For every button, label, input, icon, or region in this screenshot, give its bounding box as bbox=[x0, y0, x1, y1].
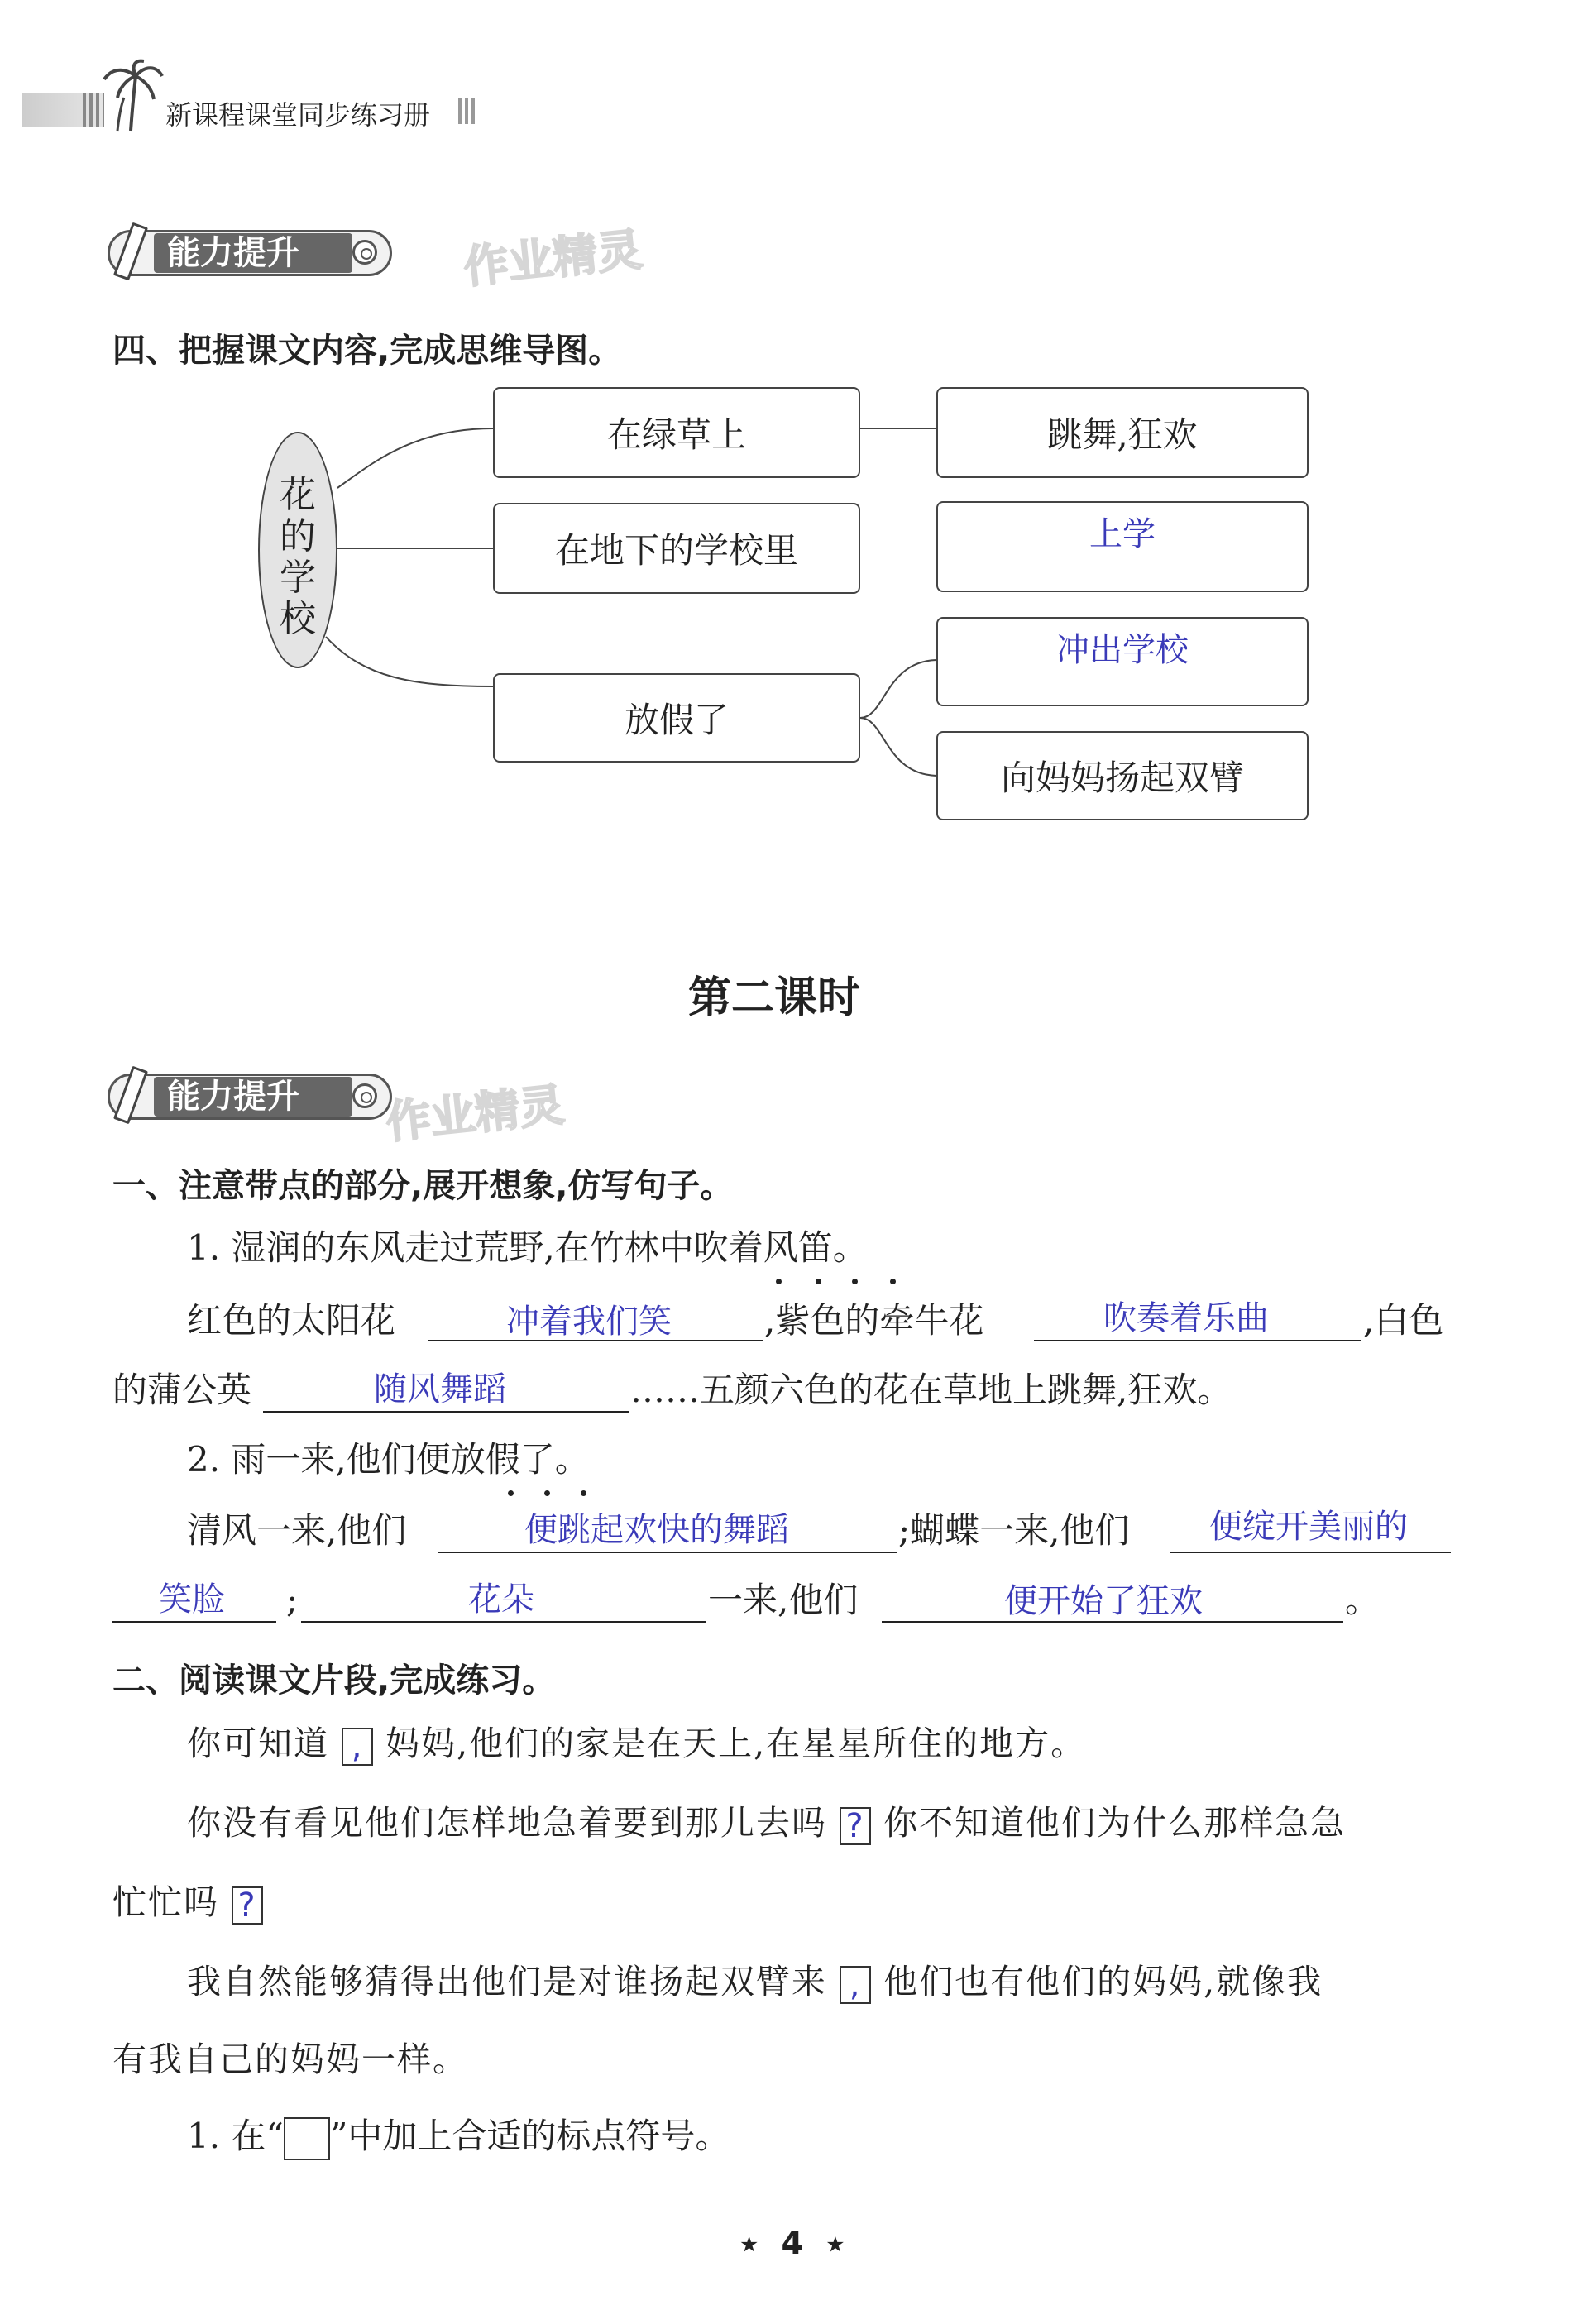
answer-blank bbox=[1034, 1340, 1361, 1341]
sentence-text: 的蒲公英 bbox=[112, 1370, 252, 1410]
emphasis-dot bbox=[544, 1490, 550, 1496]
book-title: 新课程课堂同步练习册 bbox=[165, 99, 431, 131]
passage-line: 你没有看见他们怎样地急着要到那儿去吗 ? 你不知道他们为什么那样急急 bbox=[187, 1803, 1347, 1845]
star-icon: ★ bbox=[739, 2232, 759, 2258]
handwritten-answer: 笑脸 bbox=[159, 1580, 225, 1619]
handwritten-answer: 便绽开美丽的 bbox=[1209, 1508, 1408, 1546]
emphasis-dot bbox=[776, 1279, 782, 1284]
answer-blank bbox=[438, 1552, 897, 1553]
sentence-text: 一来,他们 bbox=[708, 1580, 859, 1620]
handwritten-answer: 随风舞蹈 bbox=[374, 1370, 506, 1408]
mindmap-answer-box bbox=[936, 617, 1309, 706]
passage-line: 我自然能够猜得出他们是对谁扬起双臂来 , 他们也有他们的妈妈,就像我 bbox=[187, 1962, 1323, 2004]
question-heading-4: 四、把握课文内容,完成思维导图。 bbox=[112, 332, 622, 370]
watermark: 作业精灵 bbox=[461, 222, 645, 294]
mindmap-answer-box bbox=[936, 501, 1309, 592]
sentence-text: 。 bbox=[1345, 1580, 1381, 1620]
example-sentence-1: 1. 湿润的东风走过荒野,在竹林中吹着风笛。 bbox=[187, 1227, 868, 1268]
emphasis-dot bbox=[508, 1490, 514, 1496]
handwritten-answer: 冲着我们笑 bbox=[506, 1303, 672, 1341]
ring-icon bbox=[352, 1083, 377, 1108]
mindmap-node: 放假了 bbox=[493, 673, 860, 763]
punctuation-box[interactable]: ? bbox=[840, 1807, 871, 1845]
passage-line: 你可知道 , 妈妈,他们的家是在天上,在星星所住的地方。 bbox=[187, 1724, 1087, 1766]
handwritten-answer: 便开始了狂欢 bbox=[1004, 1582, 1203, 1620]
answer-blank bbox=[1170, 1552, 1451, 1553]
handwritten-answer: 上学 bbox=[1089, 515, 1156, 553]
sentence-text: 清风一来,他们 bbox=[187, 1510, 407, 1551]
task-1: 1. 在“ ”中加上合适的标点符号。 bbox=[187, 2117, 730, 2160]
sentence-text: ,紫色的牵牛花 bbox=[764, 1300, 984, 1341]
section-badge: 能力提升 bbox=[108, 1067, 392, 1123]
passage-line: 有我自己的妈妈一样。 bbox=[112, 2039, 468, 2079]
page-number: ★ 4 ★ bbox=[739, 2225, 845, 2261]
mindmap-node: 向妈妈扬起双臂 bbox=[936, 731, 1309, 820]
mindmap-center-label: 花 的 学 校 bbox=[280, 474, 316, 640]
empty-box-sample bbox=[284, 2117, 330, 2160]
sentence-text: ;蝴蝶一来,他们 bbox=[898, 1510, 1130, 1551]
emphasis-dot bbox=[890, 1279, 896, 1284]
answer-blank bbox=[112, 1621, 276, 1623]
mindmap-node: 在地下的学校里 bbox=[493, 503, 860, 594]
answer-blank bbox=[263, 1411, 629, 1413]
handwritten-answer: 花朵 bbox=[468, 1580, 534, 1619]
mindmap-node: 跳舞,狂欢 bbox=[936, 387, 1309, 478]
handwritten-answer: 冲出学校 bbox=[1056, 631, 1189, 669]
passage-line: 忙忙吗 ? bbox=[112, 1886, 263, 1925]
watermark: 作业精灵 bbox=[383, 1078, 567, 1150]
emphasis-dot bbox=[816, 1279, 821, 1284]
question-heading-2: 二、阅读课文片段,完成练习。 bbox=[112, 1662, 556, 1700]
sentence-text: ,白色 bbox=[1363, 1300, 1444, 1341]
punctuation-box[interactable]: ? bbox=[232, 1886, 263, 1925]
handwritten-answer: 便跳起欢快的舞蹈 bbox=[524, 1511, 789, 1549]
punctuation-box[interactable]: , bbox=[342, 1728, 373, 1766]
emphasis-dot bbox=[581, 1490, 586, 1496]
lesson-title: 第二课时 bbox=[688, 973, 861, 1023]
handwritten-answer: 吹奏着乐曲 bbox=[1103, 1299, 1269, 1337]
sentence-text: 红色的太阳花 bbox=[187, 1300, 396, 1341]
sentence-text: ; bbox=[286, 1580, 299, 1620]
emphasis-dot bbox=[852, 1279, 858, 1284]
mindmap-node: 在绿草上 bbox=[493, 387, 860, 478]
punctuation-box[interactable]: , bbox=[840, 1966, 871, 2004]
sentence-text: ……五颜六色的花在草地上跳舞,狂欢。 bbox=[630, 1370, 1232, 1410]
answer-blank bbox=[301, 1621, 706, 1623]
question-heading-1: 一、注意带点的部分,展开想象,仿写句子。 bbox=[112, 1167, 734, 1205]
section-badge: 能力提升 bbox=[108, 223, 392, 280]
star-icon: ★ bbox=[825, 2232, 845, 2258]
example-sentence-2: 2. 雨一来,他们便放假了。 bbox=[187, 1439, 590, 1480]
